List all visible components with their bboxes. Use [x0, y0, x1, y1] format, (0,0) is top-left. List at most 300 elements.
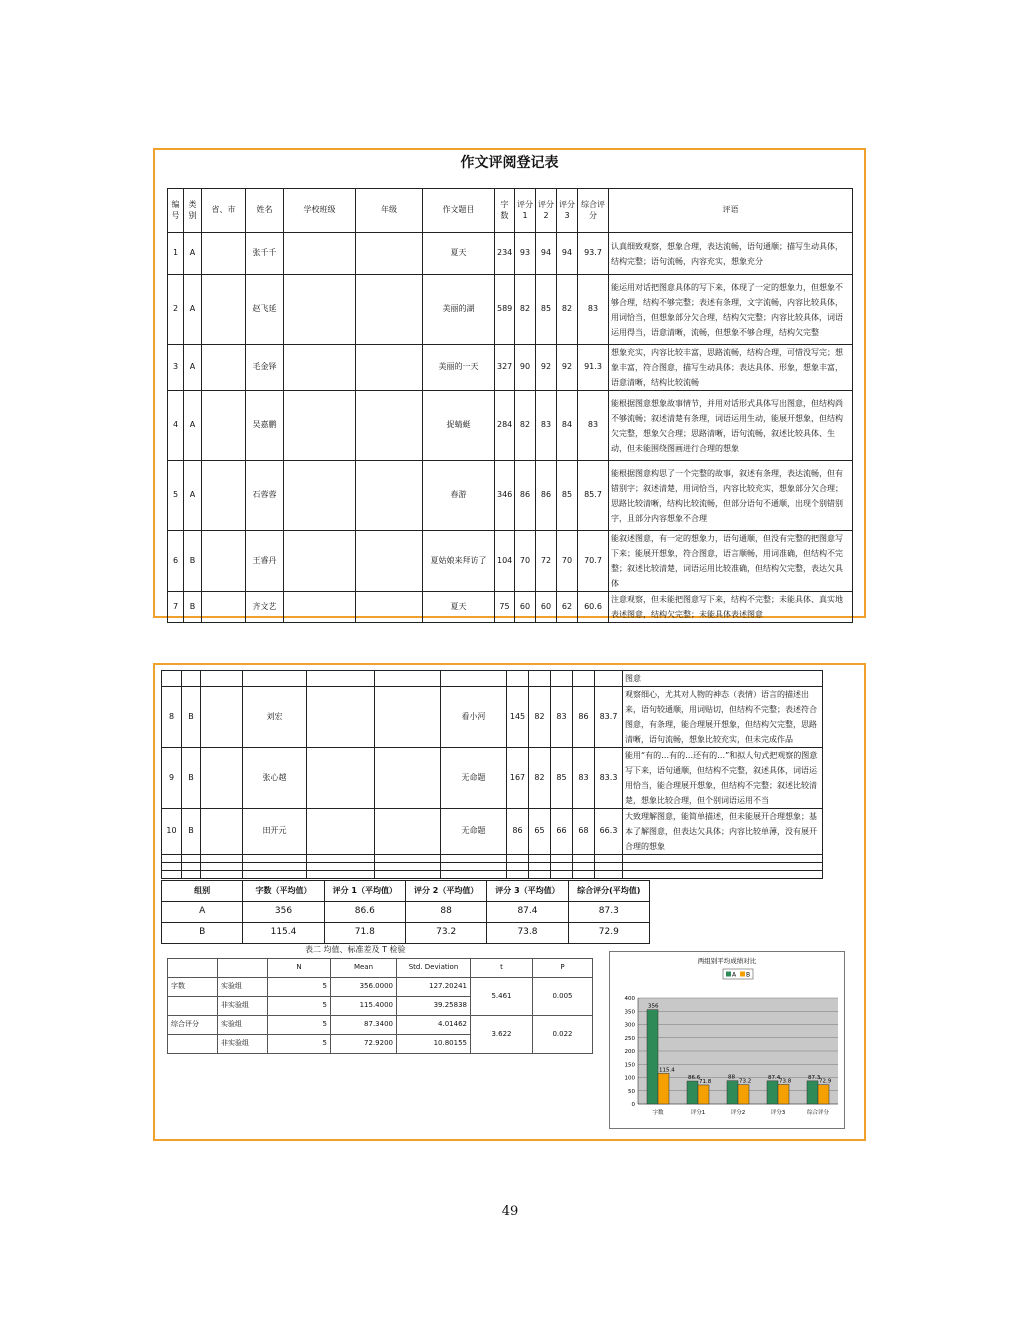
row-score-3: 92 — [557, 345, 578, 391]
row-topic: 夏天 — [423, 233, 495, 275]
stats-subgroup: 非实验组 — [218, 997, 268, 1016]
stats-subgroup: 实验组 — [218, 1016, 268, 1035]
row-score-1: 82 — [529, 687, 551, 748]
row-name: 王睿丹 — [246, 531, 284, 592]
stats-header: Mean — [331, 959, 397, 978]
empty-row — [162, 855, 823, 863]
stats-n: 5 — [268, 1035, 331, 1054]
header-topic: 作文题目 — [423, 189, 495, 233]
empty-cell — [182, 871, 201, 879]
row-school — [284, 233, 356, 275]
empty-cell — [375, 855, 441, 863]
empty-cell — [441, 671, 507, 687]
row-name: 张千千 — [246, 233, 284, 275]
row-no: 9 — [162, 748, 182, 809]
row-comment: 能根据图意想象故事情节，并用对话形式具体写出图意，但结构尚不够流畅；叙述清楚有条理，词语运用生动，能展开想象，但结构欠完整，想象欠合理；思路清晰，语句流畅，叙述比较具体、生动，但未能围绕图画进行合理的想象 — [609, 391, 853, 461]
register-panel-2 — [153, 663, 866, 1141]
row-score-3: 86 — [573, 687, 595, 748]
empty-cell — [573, 671, 595, 687]
header-category: 类别 — [184, 189, 202, 233]
x-tick-label: 综合评分 — [806, 1110, 830, 1116]
row-words: 284 — [495, 391, 515, 461]
row-total: 93.7 — [578, 233, 609, 275]
group-average-row — [162, 923, 650, 944]
stats-n: 5 — [268, 997, 331, 1016]
header-name: 姓名 — [246, 189, 284, 233]
stats-header — [218, 959, 268, 978]
row-grade — [356, 592, 423, 623]
stats-mean: 115.4000 — [331, 997, 397, 1016]
row-score-3: 85 — [557, 461, 578, 531]
row-topic: 美丽的湖 — [423, 275, 495, 345]
empty-cell — [441, 871, 507, 879]
row-score-2: 94 — [536, 233, 557, 275]
bar-B-0 — [658, 1073, 669, 1104]
chart-title: 两组别平均成绩对比 — [697, 957, 757, 965]
row-name: 齐文艺 — [246, 592, 284, 623]
row-no: 6 — [168, 531, 184, 592]
register-row — [162, 809, 823, 855]
empty-cell — [529, 871, 551, 879]
x-tick-label: 评分2 — [730, 1110, 746, 1116]
row-grade — [356, 461, 423, 531]
row-total: 70.7 — [578, 531, 609, 592]
group-average-header-row — [162, 881, 650, 902]
row-comment: 能根据图意构思了一个完整的故事，叙述有条理，表达流畅，但有错别字；叙述清楚，用词恰当，内容比较充实，想象部分欠合理；思路比较清晰，结构比较流畅，但部分语句不通顺，出现个别错别字，且部分内容想象不合理 — [609, 461, 853, 531]
row-score-3: 62 — [557, 592, 578, 623]
row-name: 张心越 — [243, 748, 307, 809]
stats-header: P — [533, 959, 593, 978]
row-words: 104 — [495, 531, 515, 592]
row-score-1: 82 — [515, 275, 536, 345]
stats-row — [168, 1016, 593, 1035]
empty-cell — [507, 863, 529, 871]
empty-cell — [623, 871, 823, 879]
stats-p: 0.022 — [533, 1016, 593, 1054]
empty-cell — [623, 863, 823, 871]
data-label: 87.4 — [768, 1074, 781, 1081]
y-tick-label: 100 — [624, 1075, 635, 1082]
empty-cell — [573, 855, 595, 863]
empty-cell — [375, 863, 441, 871]
empty-cell — [507, 855, 529, 863]
group-average-header: 字数（平均值） — [243, 881, 324, 902]
register-title: 作文评阅登记表 — [460, 155, 559, 171]
row-category: A — [184, 391, 202, 461]
row-comment: 注意观察，但未能把图意写下来，结构不完整；未能具体、真实地表述图意，结构欠完整；未能具体表述图意 — [609, 592, 853, 623]
row-school — [284, 275, 356, 345]
data-label: 87.3 — [808, 1074, 821, 1081]
stats-group — [168, 1035, 218, 1054]
stats-t: 3.622 — [471, 1016, 533, 1054]
empty-cell — [201, 871, 243, 879]
row-school — [284, 592, 356, 623]
register-row — [168, 391, 853, 461]
row-province — [201, 809, 243, 855]
stats-t: 5.461 — [471, 978, 533, 1016]
group-average-header: 评分 2（平均值） — [405, 881, 486, 902]
row-topic: 夏姑娘来拜访了 — [423, 531, 495, 592]
row-total: 66.3 — [595, 809, 623, 855]
register-row — [162, 687, 823, 748]
row-topic: 夏天 — [423, 592, 495, 623]
data-label: 73.8 — [779, 1078, 792, 1085]
stats-n: 5 — [268, 1016, 331, 1035]
group-cell: 88 — [405, 902, 486, 923]
group-cell: 71.8 — [324, 923, 405, 944]
stats-sd: 4.01462 — [397, 1016, 471, 1035]
row-comment: 能用“有的…有的…还有的…”和拟人句式把观察的图意写下来，语句通顺，但结构不完整，叙述具体，词语运用恰当，能合理展开想象，但结构不完整；叙述比较清楚，想象比较合理，但个别词语运用不当 — [623, 748, 823, 809]
stats-group: 字数 — [168, 978, 218, 997]
row-grade — [356, 531, 423, 592]
row-total: 91.3 — [578, 345, 609, 391]
bar-chart-svg — [610, 952, 844, 1128]
row-total: 85.7 — [578, 461, 609, 531]
row-category: A — [184, 233, 202, 275]
row-grade — [375, 748, 441, 809]
empty-cell — [595, 871, 623, 879]
empty-row — [162, 871, 823, 879]
empty-cell — [162, 855, 182, 863]
data-label: 86.6 — [688, 1075, 701, 1082]
group-cell: 356 — [243, 902, 324, 923]
stats-row — [168, 978, 593, 997]
row-topic: 美丽的一天 — [423, 345, 495, 391]
data-label: 356 — [648, 1003, 659, 1010]
row-score-1: 90 — [515, 345, 536, 391]
empty-cell — [595, 863, 623, 871]
group-average-row — [162, 902, 650, 923]
header-total: 综合评分 — [578, 189, 609, 233]
group-average-table — [161, 880, 650, 944]
empty-cell — [507, 871, 529, 879]
register-row — [168, 461, 853, 531]
row-name: 石蓉蓉 — [246, 461, 284, 531]
empty-cell — [162, 671, 182, 687]
row-score-3: 70 — [557, 531, 578, 592]
row-score-3: 84 — [557, 391, 578, 461]
empty-cell — [595, 671, 623, 687]
register-row — [168, 592, 853, 623]
row-score-2: 72 — [536, 531, 557, 592]
row-school — [284, 345, 356, 391]
x-tick-label: 字数 — [652, 1110, 664, 1116]
row-category: B — [182, 687, 201, 748]
stats-header: Std. Deviation — [397, 959, 471, 978]
empty-cell — [162, 871, 182, 879]
bar-A-0 — [647, 1010, 658, 1104]
header-province: 省、市 — [202, 189, 246, 233]
row-words: 86 — [507, 809, 529, 855]
group-cell: 87.3 — [568, 902, 649, 923]
row-topic: 无命题 — [441, 748, 507, 809]
empty-cell — [507, 671, 529, 687]
register-table-continued — [161, 670, 823, 879]
empty-cell — [529, 855, 551, 863]
row-province — [202, 391, 246, 461]
x-tick-label: 评分3 — [770, 1110, 786, 1116]
header-comment: 评语 — [609, 189, 853, 233]
group-cell: 86.6 — [324, 902, 405, 923]
row-total: 60.6 — [578, 592, 609, 623]
stats-mean: 87.3400 — [331, 1016, 397, 1035]
register-row — [168, 275, 853, 345]
y-tick-label: 50 — [628, 1088, 635, 1095]
stats-sd: 10.80155 — [397, 1035, 471, 1054]
y-tick-label: 300 — [624, 1022, 635, 1029]
row-total: 83 — [578, 275, 609, 345]
row-grade — [356, 391, 423, 461]
register-header-row — [168, 189, 853, 233]
group-average-header: 组别 — [162, 881, 243, 902]
legend-label: A — [732, 971, 737, 979]
header-words: 字数 — [495, 189, 515, 233]
row-score-2: 66 — [551, 809, 573, 855]
row-words: 145 — [507, 687, 529, 748]
row-score-1: 65 — [529, 809, 551, 855]
data-label: 88 — [728, 1074, 735, 1081]
empty-cell — [201, 855, 243, 863]
row-score-2: 85 — [551, 748, 573, 809]
header-score-2: 评分2 — [536, 189, 557, 233]
header-score-1: 评分1 — [515, 189, 536, 233]
row-province — [201, 748, 243, 809]
row-name: 赵飞延 — [246, 275, 284, 345]
row-score-3: 94 — [557, 233, 578, 275]
group-cell: A — [162, 902, 243, 923]
row-words: 327 — [495, 345, 515, 391]
empty-cell — [243, 671, 307, 687]
y-tick-label: 0 — [631, 1102, 635, 1108]
row-province — [202, 275, 246, 345]
stats-header — [168, 959, 218, 978]
group-cell: 73.2 — [405, 923, 486, 944]
empty-cell — [441, 855, 507, 863]
stats-mean: 356.0000 — [331, 978, 397, 997]
empty-cell — [551, 855, 573, 863]
empty-cell — [307, 863, 375, 871]
row-school — [284, 531, 356, 592]
group-average-header: 综合评分(平均值) — [568, 881, 649, 902]
register-row — [168, 233, 853, 275]
empty-cell — [182, 671, 201, 687]
row-no: 4 — [168, 391, 184, 461]
row-score-1: 93 — [515, 233, 536, 275]
group-cell: B — [162, 923, 243, 944]
header-score-3: 评分3 — [557, 189, 578, 233]
row-name: 田开元 — [243, 809, 307, 855]
legend-label: B — [746, 971, 751, 979]
row-category: A — [184, 461, 202, 531]
empty-cell — [307, 855, 375, 863]
register-table — [167, 188, 853, 623]
row-score-3: 83 — [573, 748, 595, 809]
row-score-2: 60 — [536, 592, 557, 623]
row-topic: 春游 — [423, 461, 495, 531]
register-row — [162, 748, 823, 809]
row-category: B — [182, 809, 201, 855]
empty-cell — [529, 671, 551, 687]
group-average-header: 评分 3（平均值） — [487, 881, 568, 902]
row-total: 83.7 — [595, 687, 623, 748]
y-tick-label: 200 — [624, 1049, 635, 1055]
empty-cell — [201, 671, 243, 687]
row-grade — [356, 233, 423, 275]
row-school — [307, 809, 375, 855]
row-no: 10 — [162, 809, 182, 855]
row-comment: 图意 — [623, 671, 823, 687]
page-number: 49 — [501, 1204, 519, 1219]
header-no: 编号 — [168, 189, 184, 233]
row-score-1: 82 — [529, 748, 551, 809]
row-school — [307, 687, 375, 748]
empty-cell — [201, 863, 243, 871]
register-panel-1 — [153, 148, 866, 618]
stats-caption: 表二 均值、标准差及 T 检验 — [305, 945, 406, 954]
row-no: 1 — [168, 233, 184, 275]
stats-sd: 127.20241 — [397, 978, 471, 997]
row-score-2: 83 — [536, 391, 557, 461]
stats-subgroup: 非实验组 — [218, 1035, 268, 1054]
bar-B-2 — [738, 1085, 749, 1104]
empty-cell — [595, 855, 623, 863]
row-score-2: 85 — [536, 275, 557, 345]
y-tick-label: 250 — [624, 1035, 635, 1042]
empty-cell — [307, 671, 375, 687]
bar-chart — [609, 951, 845, 1129]
row-total: 83.3 — [595, 748, 623, 809]
row-school — [284, 391, 356, 461]
bar-A-2 — [727, 1081, 738, 1104]
bar-B-3 — [778, 1084, 789, 1104]
row-comment: 能叙述图意，有一定的想象力，语句通顺，但没有完整的把图意写下来；能展开想象，符合图意，语言顺畅，用词准确，但结构不完整；叙述比较清楚，词语运用比较准确，但结构欠完整，表达欠具体 — [609, 531, 853, 592]
row-score-1: 82 — [515, 391, 536, 461]
empty-cell — [307, 871, 375, 879]
row-no: 5 — [168, 461, 184, 531]
row-grade — [356, 345, 423, 391]
empty-cell — [375, 671, 441, 687]
row-words: 589 — [495, 275, 515, 345]
bar-A-1 — [687, 1081, 698, 1104]
empty-cell — [529, 863, 551, 871]
row-topic: 捉蜻蜓 — [423, 391, 495, 461]
empty-cell — [162, 863, 182, 871]
row-words: 167 — [507, 748, 529, 809]
empty-cell — [243, 871, 307, 879]
header-school: 学校班级 — [284, 189, 356, 233]
empty-cell — [551, 871, 573, 879]
row-province — [202, 592, 246, 623]
empty-row — [162, 863, 823, 871]
stats-n: 5 — [268, 978, 331, 997]
data-label: 71.8 — [699, 1078, 712, 1085]
row-school — [284, 461, 356, 531]
bar-B-1 — [698, 1085, 709, 1104]
stats-subgroup: 实验组 — [218, 978, 268, 997]
row-province — [202, 345, 246, 391]
row-school — [307, 748, 375, 809]
group-cell: 72.9 — [568, 923, 649, 944]
row-score-1: 70 — [515, 531, 536, 592]
row-score-3: 68 — [573, 809, 595, 855]
row-score-1: 60 — [515, 592, 536, 623]
group-cell: 115.4 — [243, 923, 324, 944]
stats-group: 综合评分 — [168, 1016, 218, 1035]
stats-header: N — [268, 959, 331, 978]
stats-mean: 72.9200 — [331, 1035, 397, 1054]
row-words: 75 — [495, 592, 515, 623]
row-score-2: 86 — [536, 461, 557, 531]
row-name: 毛金铎 — [246, 345, 284, 391]
row-province — [202, 531, 246, 592]
row-category: B — [184, 531, 202, 592]
empty-cell — [551, 863, 573, 871]
group-average-header: 评分 1（平均值） — [324, 881, 405, 902]
empty-cell — [182, 863, 201, 871]
bar-A-3 — [767, 1081, 778, 1104]
legend-swatch — [726, 972, 731, 977]
y-tick-label: 400 — [624, 996, 635, 1002]
row-province — [202, 461, 246, 531]
empty-cell — [573, 871, 595, 879]
row-score-3: 82 — [557, 275, 578, 345]
data-label: 115.4 — [659, 1067, 675, 1074]
row-no: 8 — [162, 687, 182, 748]
stats-sd: 39.25838 — [397, 997, 471, 1016]
row-category: B — [182, 748, 201, 809]
row-comment: 大致理解图意，能简单描述，但未能展开合理想象；基本了解图意，但表达欠具体；内容比较单薄，没有展开合理的想象 — [623, 809, 823, 855]
row-grade — [356, 275, 423, 345]
bar-B-4 — [818, 1085, 829, 1104]
legend-swatch — [740, 972, 745, 977]
empty-cell — [551, 671, 573, 687]
row-no: 2 — [168, 275, 184, 345]
row-words: 234 — [495, 233, 515, 275]
register-row-continued-top — [162, 671, 823, 687]
row-category: A — [184, 345, 202, 391]
empty-cell — [243, 855, 307, 863]
stats-table — [167, 958, 593, 1054]
row-score-1: 86 — [515, 461, 536, 531]
y-tick-label: 350 — [624, 1009, 635, 1016]
empty-cell — [441, 863, 507, 871]
row-words: 346 — [495, 461, 515, 531]
x-tick-label: 评分1 — [690, 1110, 706, 1116]
stats-p: 0.005 — [533, 978, 593, 1016]
bar-A-4 — [807, 1081, 818, 1104]
data-label: 72.9 — [819, 1078, 832, 1085]
row-comment: 观察细心，尤其对人物的神态（表情）语言的描述出来，语句较通顺，用词贴切，但结构不完整；表述符合图意，有条理，能合理展开想象，但结构欠完整，思路清晰，语句流畅，想象比较充实，但未完成作品 — [623, 687, 823, 748]
register-row — [168, 345, 853, 391]
empty-cell — [623, 855, 823, 863]
row-comment: 认真细致观察，想象合理，表达流畅，语句通顺；描写生动具体，结构完整；语句流畅，内容充实，想象充分 — [609, 233, 853, 275]
header-grade: 年级 — [356, 189, 423, 233]
stats-group — [168, 997, 218, 1016]
row-grade — [375, 809, 441, 855]
empty-cell — [573, 863, 595, 871]
row-score-2: 92 — [536, 345, 557, 391]
y-tick-label: 150 — [624, 1062, 635, 1069]
row-name: 吴嘉鹏 — [246, 391, 284, 461]
row-total: 83 — [578, 391, 609, 461]
row-no: 7 — [168, 592, 184, 623]
group-cell: 73.8 — [487, 923, 568, 944]
row-category: B — [184, 592, 202, 623]
row-topic: 无命题 — [441, 809, 507, 855]
row-score-2: 83 — [551, 687, 573, 748]
group-cell: 87.4 — [487, 902, 568, 923]
row-comment: 想象充实，内容比较丰富，思路流畅，结构合理，可惜没写完；想象丰富，符合图意，描写生动具体；表达具体、形象，想象丰富，语意清晰，结构比较流畅 — [609, 345, 853, 391]
